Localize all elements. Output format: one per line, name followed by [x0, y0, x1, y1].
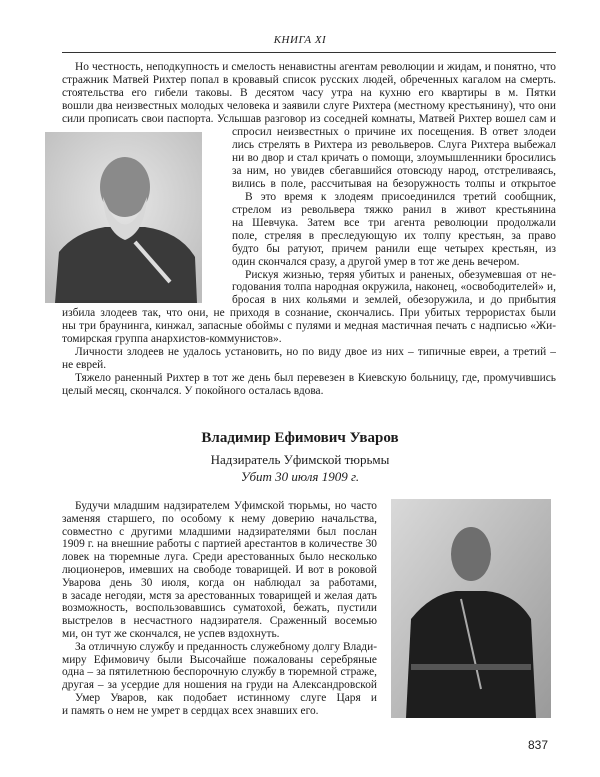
text-line: Рискуя жизнью, теряя убитых и раненых, обезумевшая от не- [245, 268, 556, 281]
text-line: Но честность, неподкупность и смелость ненавистны агентам революции и жидам, и понятно, что [75, 61, 556, 73]
text-line: Умер Уваров, как подобает истинному слуге Царя и [75, 692, 377, 704]
text-line: на Шевчука. Затем все три агента революции продолжали [232, 216, 556, 229]
text-line: заменяя старшего, по особому к нему доверию начальства, [62, 512, 377, 525]
text-line: томирская группа анархистов-коммунистов». [62, 333, 282, 346]
text-line: стоятельства его гибели таковы. В десятом часу утра на кухню его квартиры в м. Пятки [62, 86, 556, 99]
text-line: ни во двор и стал кричать о помощи, злоумышленники бросились [232, 151, 556, 164]
running-header: КНИГА XI [273, 34, 327, 46]
text-line: одна – за пятилетнюю беспорочную службу в тюремной страже, [62, 666, 377, 679]
text-line: будто бы ратуют, причем ранили еще четырех крестьян, из [232, 242, 556, 255]
text-line: люционеров, имевших на свободе товарищей. И вот в роковой [62, 564, 377, 576]
text-line: стрелом из револьвера тяжко ранил в живот крестьянина [232, 203, 556, 216]
text-line: стражник Матвей Рихтер попал в кровавый список русских людей, обреченных кагалом на смерть. [62, 73, 556, 86]
header-rule [62, 52, 556, 53]
text-line: вились в поле, рассчитывая на безоружность толпы и открытое [232, 177, 556, 190]
text-line: и память о нем не умрет в сердцах всех знавших его. [62, 704, 319, 717]
text-line: Будучи младшим надзирателем Уфимской тюрьмы, но часто [75, 500, 377, 512]
portrait-photo-richter [45, 132, 202, 303]
text-line: не еврей. [62, 359, 107, 372]
portrait-photo-uvarov [391, 499, 551, 718]
text-line: Уварова день 30 июля, когда он наблюдал за работами, [62, 576, 377, 589]
text-line: совместно с другими младшими надзирателями был послан [62, 525, 377, 538]
person-position: Надзиратель Уфимской тюрьмы [210, 452, 390, 467]
text-line: лись стрелять в Рихтера из револьверов. Слуга Рихтера выбежал [232, 138, 556, 151]
person-name-heading: Владимир Ефимович Уваров [201, 430, 399, 446]
text-line: другая – за усердие для ношения на груди на Александровской [62, 679, 377, 692]
text-line: За отличную службу и преданность служебному долгу Влади- [75, 640, 377, 653]
text-line: ны три браунинга, кинжал, запасные обоймы с пулями и медная мастичная печать с надписью «Жи- [62, 320, 556, 333]
page-number: 837 [528, 738, 549, 752]
text-line: бросая в них кольями и землей, обезоружила, и до прибытия [232, 294, 556, 307]
text-line: возможность, воспользовавшись суматохой, бежать, пустили [62, 602, 377, 615]
death-date: Убит 30 июля 1909 г. [240, 469, 360, 484]
text-line: избила злодеев так, что они, не приходя в сознание, скончались. При убитых террористах были [62, 307, 556, 320]
text-line: вошли два неизвестных молодых человека и заявили слуге Рихтера (местному крестьянину), что они [62, 99, 556, 112]
text-line: 1909 г. на внешние работы с партией арестантов в количестве 30 [62, 538, 377, 551]
text-line: поле, стреляя в преследующую их толпу крестьян, за право [232, 229, 556, 242]
text-line: годования толпа народная окружила, наконец, «освободителей» и, [232, 281, 556, 294]
text-line: выстрелов в несчастного надзирателя. Сраженный восемью [62, 615, 377, 628]
text-line: В это время к злодеям присоединился третий сообщник, [245, 190, 556, 203]
text-line: ми, он тут же скончался, не успев вздохнуть. [62, 628, 280, 640]
text-line: за ним, но увидев сбегавшийся отовсюду народ, отстреливаясь, [232, 164, 556, 177]
text-line: миру Ефимовичу были Высочайше пожалованы серебряные [62, 653, 377, 666]
text-line: целый месяц, скончался. У покойного осталась вдова. [62, 385, 324, 398]
text-line: в засаде негодяи, мстя за арестованных товарищей и желая дать [62, 589, 377, 602]
text-line: спросил неизвестных о причине их посещения. В ответ злодеи [232, 125, 556, 138]
text-line: ловек на тюремные луга. Среди арестованных было несколько [62, 551, 377, 564]
text-line: Личности злодеев не удалось установить, но по виду двое из них – типичные евреи, а третий – [75, 346, 556, 359]
text-line: сили прописать свои паспорта. Услышав разговор из соседней комнаты, Матвей Рихтер вошел сам и [62, 112, 556, 125]
text-line: один скончался сразу, а другой умер в тот же день вечером. [232, 255, 520, 268]
text-line: Тяжело раненный Рихтер в тот же день был перевезен в Киевскую больницу, где, промучившись [75, 372, 556, 385]
